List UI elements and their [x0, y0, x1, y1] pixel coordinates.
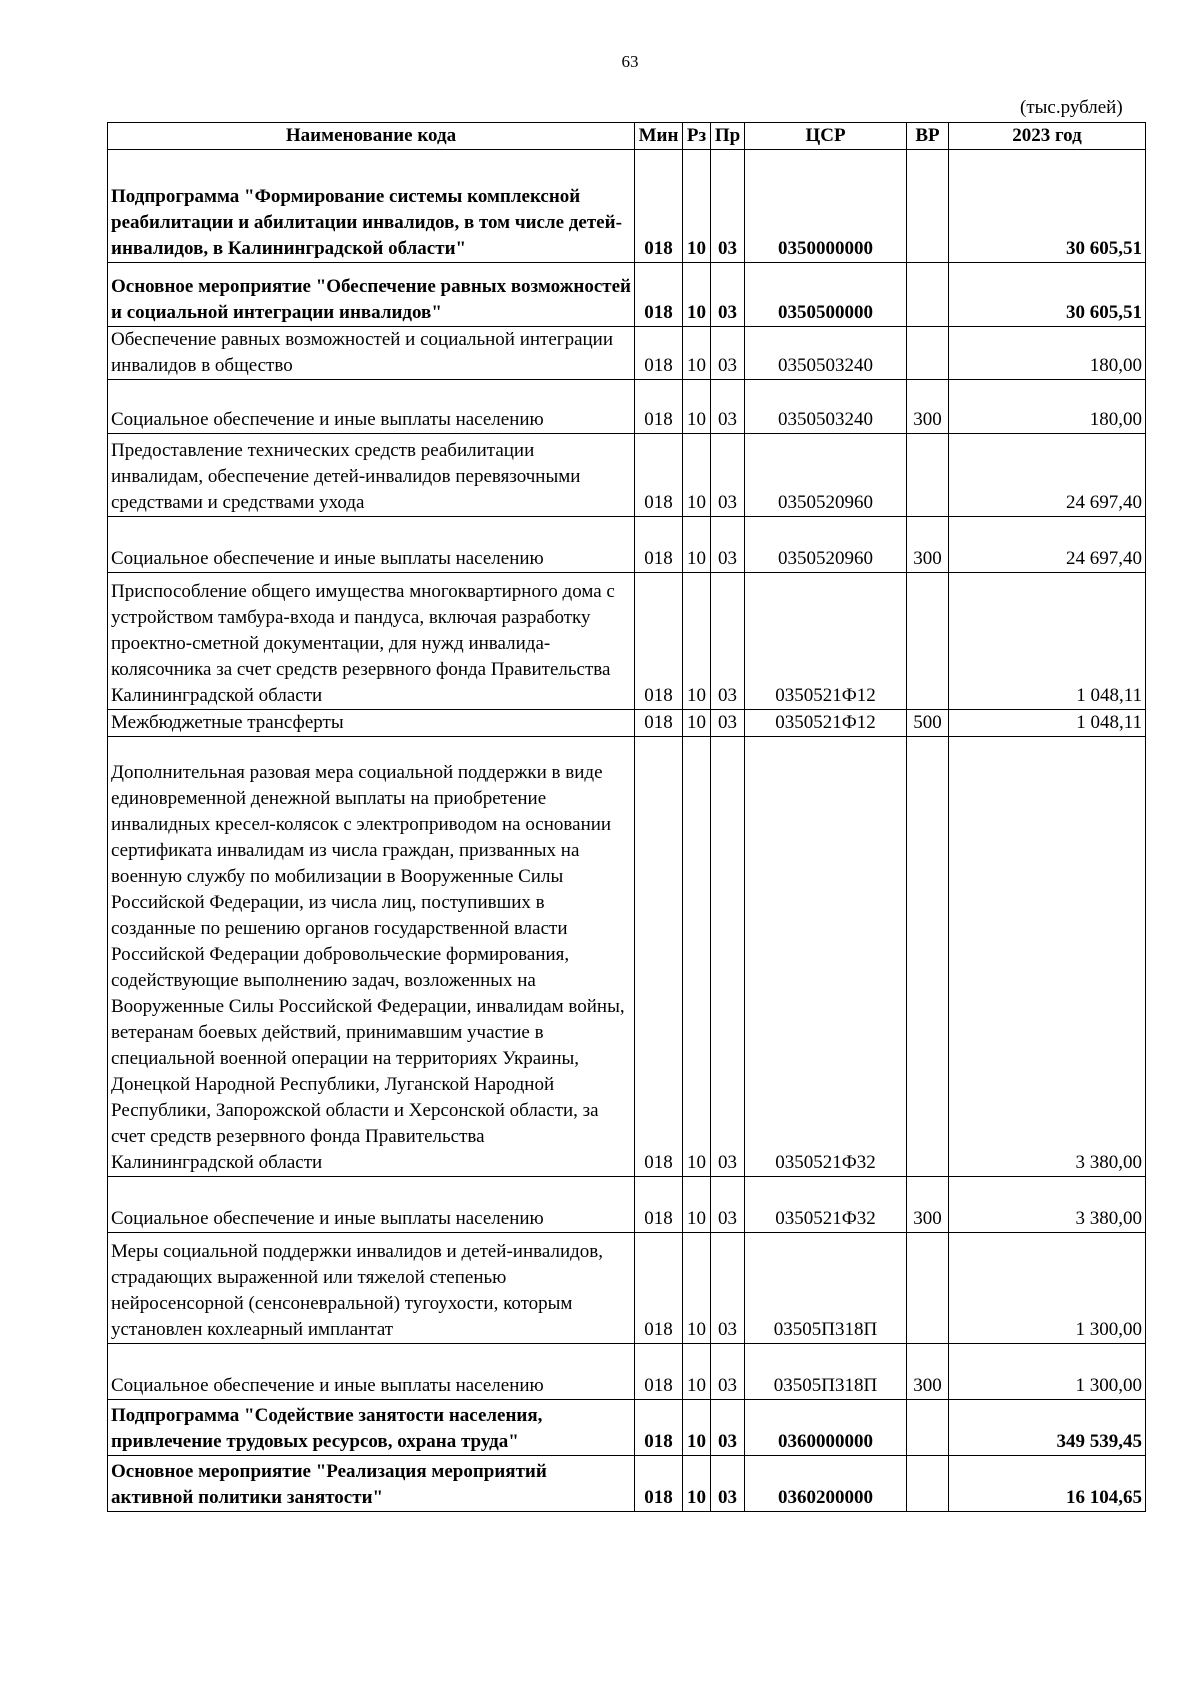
row-csr: 0350520960	[745, 517, 907, 573]
row-pr: 03	[711, 1400, 745, 1456]
table-row	[108, 150, 1146, 263]
row-csr: 0350000000	[745, 150, 907, 263]
row-sum: 30 605,51	[949, 150, 1146, 263]
row-csr: 0350520960	[745, 434, 907, 517]
table-row	[108, 1233, 1146, 1344]
row-name: Обеспечение равных возможностей и социальной интеграции инвалидов в общество	[108, 327, 635, 380]
row-vr: 300	[907, 380, 949, 434]
row-vr	[907, 434, 949, 517]
row-name: Подпрограмма "Содействие занятости населения, привлечение трудовых ресурсов, охрана труда"	[108, 1400, 635, 1456]
table-row	[108, 737, 1146, 1177]
header-vr: ВР	[907, 123, 949, 150]
row-name: Социальное обеспечение и иные выплаты населению	[108, 517, 635, 573]
row-rz: 10	[683, 1456, 711, 1512]
row-csr: 03505П318П	[745, 1344, 907, 1400]
row-rz: 10	[683, 380, 711, 434]
row-csr: 0350503240	[745, 327, 907, 380]
row-sum: 180,00	[949, 380, 1146, 434]
row-sum: 1 300,00	[949, 1233, 1146, 1344]
row-rz: 10	[683, 710, 711, 737]
row-sum: 180,00	[949, 327, 1146, 380]
row-vr	[907, 327, 949, 380]
row-pr: 03	[711, 710, 745, 737]
table-row	[108, 1177, 1146, 1233]
row-name: Предоставление технических средств реабилитации инвалидам, обеспечение детей-инвалидов перевязочными средствами и средствами ухода	[108, 434, 635, 517]
table-row	[108, 573, 1146, 710]
table-row	[108, 263, 1146, 327]
table-header-row	[108, 123, 1146, 150]
row-min: 018	[635, 434, 683, 517]
row-sum: 1 048,11	[949, 710, 1146, 737]
row-pr: 03	[711, 380, 745, 434]
row-csr: 0350521Ф12	[745, 573, 907, 710]
table-row	[108, 1400, 1146, 1456]
row-min: 018	[635, 710, 683, 737]
row-pr: 03	[711, 1344, 745, 1400]
row-rz: 10	[683, 327, 711, 380]
row-rz: 10	[683, 434, 711, 517]
row-name: Приспособление общего имущества многоквартирного дома с устройством тамбура-входа и пандуса, включая разработку проектно-сметной документации, для нужд инвалида-колясочника за счет средств резервного фонда Правительства Калининградской области	[108, 573, 635, 710]
row-rz: 10	[683, 573, 711, 710]
row-min: 018	[635, 517, 683, 573]
row-name: Дополнительная разовая мера социальной поддержки в виде единовременной денежной выплаты на приобретение инвалидных кресел-колясок с электроприводом на основании сертификата инвалидам из числа граждан, призванных на военную службу по мобилизации в Вооруженные Силы Российской Федерации, из числа лиц, поступивших в созданные по решению органов государственной власти Российской Федерации добровольческие формирования, содействующие выполнению задач, возложенных на Вооруженные Силы Российской Федерации, инвалидам войны, ветеранам боевых действий, принимавшим участие в специальной военной операции на территориях Украины, Донецкой Народной Республики, Луганской Народной Республики, Запорожской области и Херсонской области, за счет средств резервного фонда Правительства Калининградской области	[108, 737, 635, 1177]
row-name: Меры социальной поддержки инвалидов и детей-инвалидов, страдающих выраженной или тяжелой степенью нейросенсорной (сенсоневральной) тугоухости, которым установлен кохлеарный имплантат	[108, 1233, 635, 1344]
row-csr: 0350521Ф12	[745, 710, 907, 737]
row-sum: 1 048,11	[949, 573, 1146, 710]
row-sum: 16 104,65	[949, 1456, 1146, 1512]
row-sum: 24 697,40	[949, 434, 1146, 517]
budget-table	[107, 122, 1146, 1512]
row-min: 018	[635, 1400, 683, 1456]
row-rz: 10	[683, 517, 711, 573]
row-name: Социальное обеспечение и иные выплаты населению	[108, 1344, 635, 1400]
row-min: 018	[635, 1177, 683, 1233]
row-pr: 03	[711, 434, 745, 517]
row-vr	[907, 1233, 949, 1344]
row-min: 018	[635, 737, 683, 1177]
header-pr: Пр	[711, 123, 745, 150]
units-label: (тыс.рублей)	[1020, 97, 1123, 118]
row-rz: 10	[683, 1400, 711, 1456]
row-sum: 24 697,40	[949, 517, 1146, 573]
table-row	[108, 380, 1146, 434]
row-vr: 300	[907, 1177, 949, 1233]
table-row	[108, 517, 1146, 573]
row-csr: 0350521Ф32	[745, 1177, 907, 1233]
row-vr: 500	[907, 710, 949, 737]
row-min: 018	[635, 380, 683, 434]
row-min: 018	[635, 150, 683, 263]
row-min: 018	[635, 1344, 683, 1400]
table-row	[108, 1456, 1146, 1512]
row-min: 018	[635, 327, 683, 380]
row-pr: 03	[711, 263, 745, 327]
row-sum: 30 605,51	[949, 263, 1146, 327]
row-vr	[907, 737, 949, 1177]
header-rz: Рз	[683, 123, 711, 150]
row-sum: 1 300,00	[949, 1344, 1146, 1400]
row-name: Основное мероприятие "Обеспечение равных возможностей и социальной интеграции инвалидов"	[108, 263, 635, 327]
table-row	[108, 710, 1146, 737]
row-pr: 03	[711, 1456, 745, 1512]
row-csr: 0350500000	[745, 263, 907, 327]
row-rz: 10	[683, 150, 711, 263]
row-name: Основное мероприятие "Реализация мероприятий активной политики занятости"	[108, 1456, 635, 1512]
header-csr: ЦСР	[745, 123, 907, 150]
page-number: 63	[621, 52, 639, 71]
table-row	[108, 434, 1146, 517]
row-vr	[907, 573, 949, 710]
row-sum: 3 380,00	[949, 1177, 1146, 1233]
row-rz: 10	[683, 1344, 711, 1400]
row-pr: 03	[711, 327, 745, 380]
row-csr: 0350503240	[745, 380, 907, 434]
row-min: 018	[635, 263, 683, 327]
row-sum: 3 380,00	[949, 737, 1146, 1177]
row-pr: 03	[711, 1177, 745, 1233]
row-pr: 03	[711, 573, 745, 710]
row-min: 018	[635, 573, 683, 710]
row-pr: 03	[711, 737, 745, 1177]
row-vr: 300	[907, 1344, 949, 1400]
row-csr: 0360000000	[745, 1400, 907, 1456]
row-vr	[907, 150, 949, 263]
row-name: Подпрограмма "Формирование системы комплексной реабилитации и абилитации инвалидов, в том числе детей-инвалидов, в Калининградской области"	[108, 150, 635, 263]
row-csr: 0350521Ф32	[745, 737, 907, 1177]
row-vr	[907, 1400, 949, 1456]
row-pr: 03	[711, 150, 745, 263]
row-vr	[907, 263, 949, 327]
row-csr: 03505П318П	[745, 1233, 907, 1344]
row-pr: 03	[711, 1233, 745, 1344]
table-row	[108, 327, 1146, 380]
row-vr	[907, 1456, 949, 1512]
row-sum: 349 539,45	[949, 1400, 1146, 1456]
row-csr: 0360200000	[745, 1456, 907, 1512]
row-rz: 10	[683, 1233, 711, 1344]
row-min: 018	[635, 1233, 683, 1344]
row-vr: 300	[907, 517, 949, 573]
row-min: 018	[635, 1456, 683, 1512]
row-pr: 03	[711, 517, 745, 573]
header-min: Мин	[635, 123, 683, 150]
row-name: Социальное обеспечение и иные выплаты населению	[108, 1177, 635, 1233]
row-name: Социальное обеспечение и иные выплаты населению	[108, 380, 635, 434]
header-name: Наименование кода	[108, 123, 635, 150]
row-name: Межбюджетные трансферты	[108, 710, 635, 737]
header-sum: 2023 год	[949, 123, 1146, 150]
table-row	[108, 1344, 1146, 1400]
row-rz: 10	[683, 263, 711, 327]
row-rz: 10	[683, 737, 711, 1177]
row-rz: 10	[683, 1177, 711, 1233]
